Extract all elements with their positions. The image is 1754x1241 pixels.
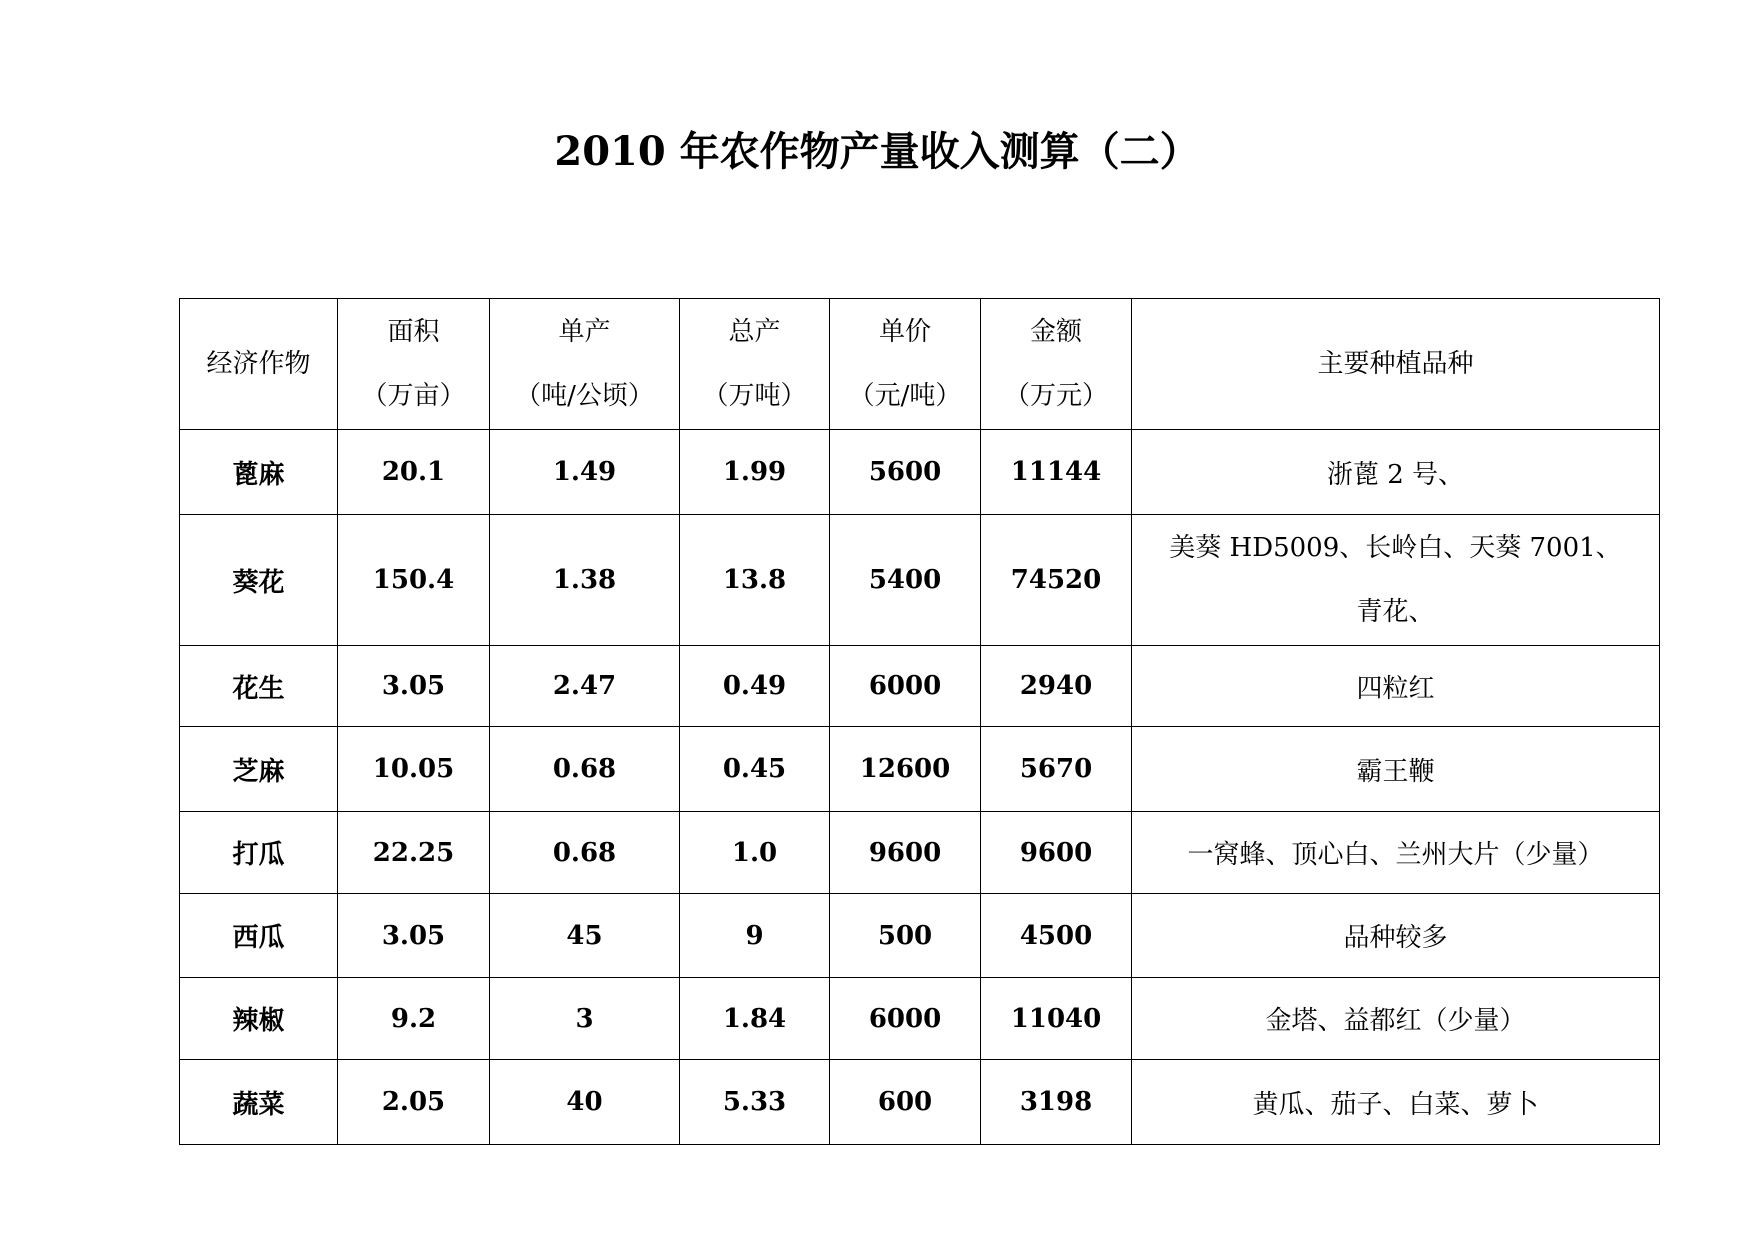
cell-area: 20.1 <box>338 430 490 515</box>
cell-total: 13.8 <box>680 515 830 646</box>
header-yield-unit: （吨/公顷） <box>515 381 654 411</box>
cell-varieties: 黄瓜、茄子、白菜、萝卜 <box>1132 1060 1660 1145</box>
cell-crop: 辣椒 <box>180 978 338 1060</box>
header-amount <box>981 299 1132 430</box>
cell-amount: 5670 <box>981 727 1132 812</box>
header-amount-label: 金额 <box>1029 317 1082 347</box>
cell-yield: 0.68 <box>490 727 680 812</box>
table-row <box>180 727 1660 812</box>
cell-yield: 1.49 <box>490 430 680 515</box>
cell-area: 150.4 <box>338 515 490 646</box>
cell-crop: 花生 <box>180 646 338 727</box>
header-area-unit: （万亩） <box>361 381 466 411</box>
header-total-unit: （万吨） <box>702 381 807 411</box>
header-varieties: 主要种植品种 <box>1132 299 1660 430</box>
cell-crop: 蓖麻 <box>180 430 338 515</box>
table-row <box>180 1060 1660 1145</box>
header-price-unit: （元/吨） <box>848 381 962 411</box>
cell-crop: 蔬菜 <box>180 1060 338 1145</box>
table-row <box>180 430 1660 515</box>
cell-crop: 西瓜 <box>180 894 338 978</box>
cell-yield: 40 <box>490 1060 680 1145</box>
header-area <box>338 299 490 430</box>
cell-varieties <box>1132 515 1660 646</box>
cell-yield: 45 <box>490 894 680 978</box>
cell-price: 6000 <box>830 646 981 727</box>
cell-amount: 11144 <box>981 430 1132 515</box>
cell-price: 500 <box>830 894 981 978</box>
header-amount-unit: （万元） <box>1003 381 1108 411</box>
cell-area: 3.05 <box>338 646 490 727</box>
crop-income-table <box>179 298 1660 1145</box>
cell-varieties: 霸王鞭 <box>1132 727 1660 812</box>
cell-total: 0.45 <box>680 727 830 812</box>
cell-amount: 4500 <box>981 894 1132 978</box>
cell-area: 9.2 <box>338 978 490 1060</box>
cell-price: 5400 <box>830 515 981 646</box>
table-row <box>180 978 1660 1060</box>
varieties-line-2: 青花、 <box>1356 597 1435 627</box>
table-row <box>180 812 1660 894</box>
cell-total: 1.84 <box>680 978 830 1060</box>
cell-total: 9 <box>680 894 830 978</box>
cell-total: 1.0 <box>680 812 830 894</box>
table-row <box>180 894 1660 978</box>
header-yield-label: 单产 <box>558 317 611 347</box>
cell-area: 22.25 <box>338 812 490 894</box>
cell-amount: 74520 <box>981 515 1132 646</box>
header-price <box>830 299 981 430</box>
cell-price: 9600 <box>830 812 981 894</box>
cell-crop: 打瓜 <box>180 812 338 894</box>
cell-total: 0.49 <box>680 646 830 727</box>
page-title: 2010 年农作物产量收入测算（二） <box>554 128 1200 175</box>
cell-varieties: 一窝蜂、顶心白、兰州大片（少量） <box>1132 812 1660 894</box>
cell-varieties: 四粒红 <box>1132 646 1660 727</box>
cell-varieties: 浙蓖 2 号、 <box>1132 430 1660 515</box>
header-total <box>680 299 830 430</box>
header-crop: 经济作物 <box>180 299 338 430</box>
cell-area: 3.05 <box>338 894 490 978</box>
table-row <box>180 646 1660 727</box>
header-price-label: 单价 <box>878 317 931 347</box>
cell-amount: 11040 <box>981 978 1132 1060</box>
varieties-line-1: 美葵 HD5009、长岭白、天葵 7001、 <box>1169 533 1622 563</box>
header-total-label: 总产 <box>728 317 781 347</box>
cell-varieties: 品种较多 <box>1132 894 1660 978</box>
header-row <box>180 299 1660 430</box>
cell-price: 12600 <box>830 727 981 812</box>
cell-crop: 葵花 <box>180 515 338 646</box>
cell-total: 5.33 <box>680 1060 830 1145</box>
table-row <box>180 515 1660 646</box>
header-area-label: 面积 <box>387 317 440 347</box>
cell-yield: 0.68 <box>490 812 680 894</box>
cell-varieties: 金塔、益都红（少量） <box>1132 978 1660 1060</box>
cell-yield: 3 <box>490 978 680 1060</box>
cell-amount: 3198 <box>981 1060 1132 1145</box>
cell-crop: 芝麻 <box>180 727 338 812</box>
cell-price: 5600 <box>830 430 981 515</box>
cell-price: 600 <box>830 1060 981 1145</box>
cell-area: 10.05 <box>338 727 490 812</box>
cell-yield: 2.47 <box>490 646 680 727</box>
cell-total: 1.99 <box>680 430 830 515</box>
header-yield <box>490 299 680 430</box>
cell-price: 6000 <box>830 978 981 1060</box>
cell-amount: 9600 <box>981 812 1132 894</box>
cell-area: 2.05 <box>338 1060 490 1145</box>
cell-amount: 2940 <box>981 646 1132 727</box>
cell-yield: 1.38 <box>490 515 680 646</box>
